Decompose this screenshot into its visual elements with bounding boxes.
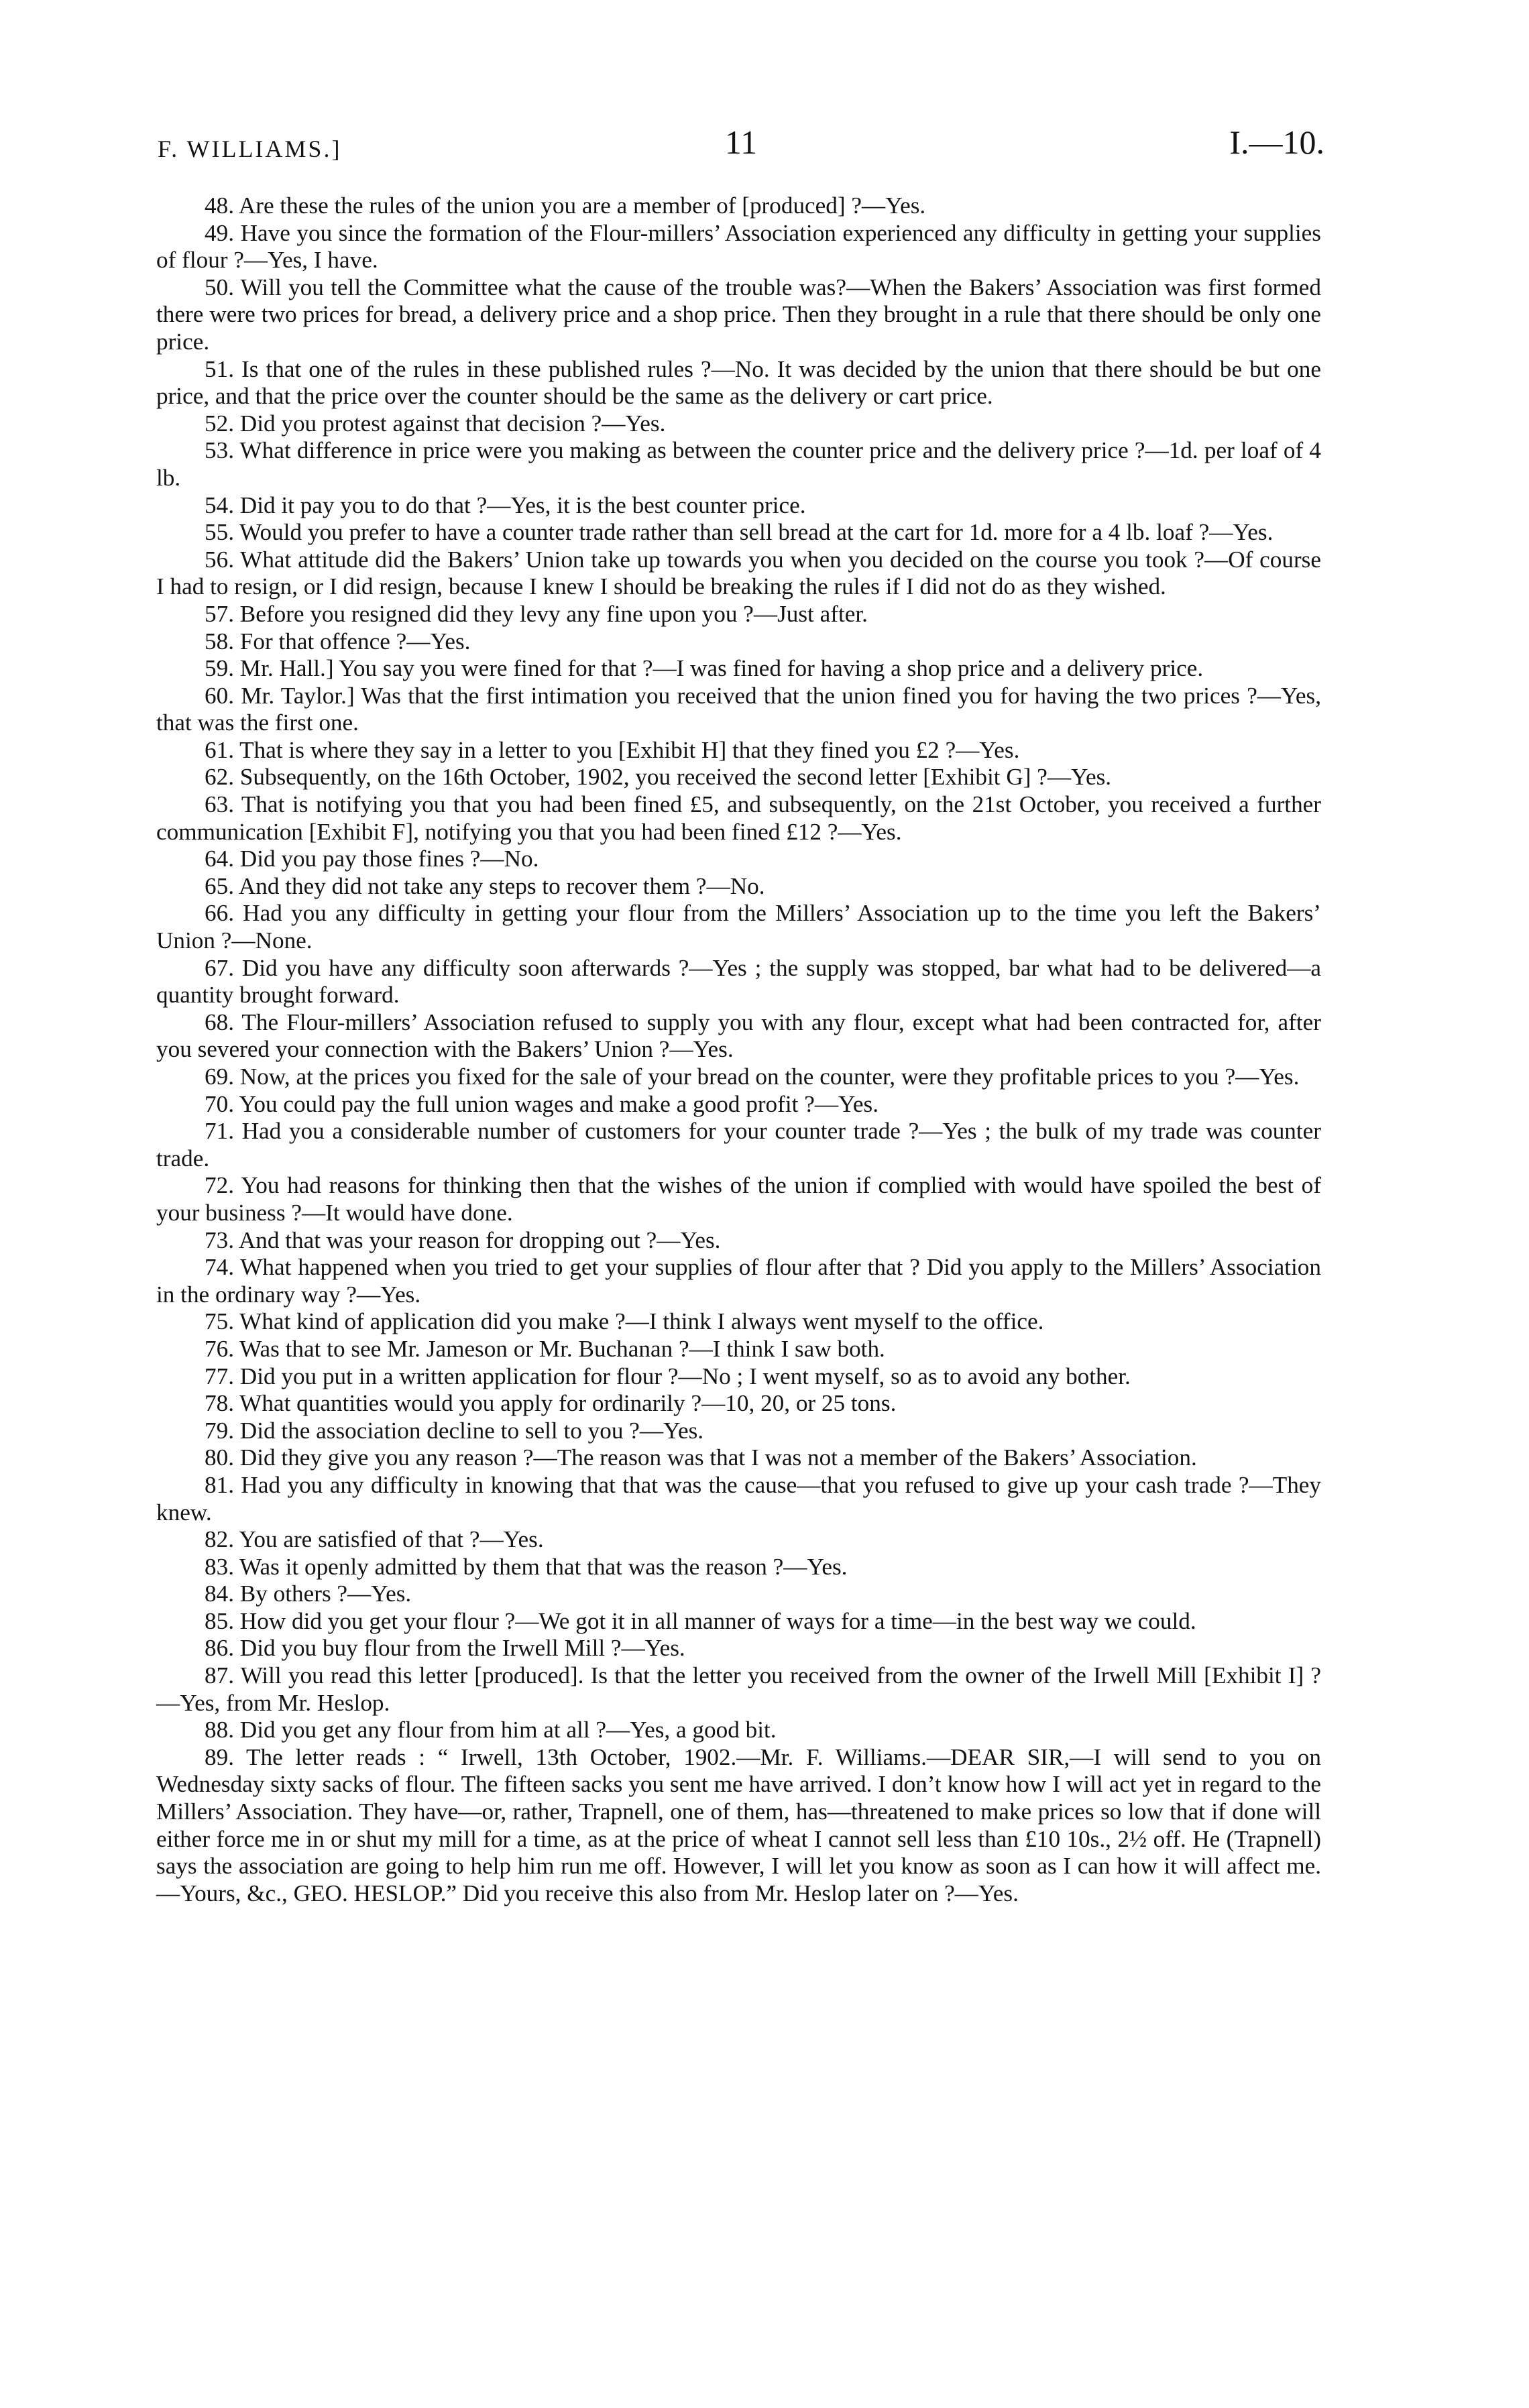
testimony-paragraph: 76. Was that to see Mr. Jameson or Mr. Buchanan ?—I think I saw both.	[205, 1335, 885, 1362]
testimony-paragraph: 62. Subsequently, on the 16th October, 1902, you received the second letter [Exhibit G] ?—Yes.	[205, 764, 1112, 791]
testimony-paragraph: 82. You are satisfied of that ?—Yes.	[205, 1526, 544, 1553]
testimony-paragraph: 81. Had you any difficulty in knowing that that was the cause—that you refused to give up your cash trade ?—They knew.	[156, 1471, 1321, 1526]
testimony-paragraph: 72. You had reasons for thinking then that the wishes of the union if complied with would have spoiled the best of your business ?—It would have done.	[156, 1172, 1321, 1226]
testimony-paragraph: 89. The letter reads : “ Irwell, 13th October, 1902.—Mr. F. Williams.—DEAR SIR,—I will send to you on Wednesday sixty sacks of flour. The fifteen sacks you sent me have arrived. I don’t know how I will act yet in regard to the Millers’ Association. They have—or, rather, Trapnell, one of them, has—threatened to make prices so low that if done will either force me in or shut my mill for a time, as at the price of wheat I cannot sell less than £10 10s., 2½ off. He (Trapnell) says the association are going to help him run me off. However, I will let you know as soon as I can how it will affect me.—Yours, &c., GEO. HESLOP.” Did you receive this also from Mr. Heslop later on ?—Yes.	[156, 1743, 1321, 1906]
testimony-paragraph: 75. What kind of application did you make ?—I think I always went myself to the office.	[205, 1308, 1044, 1335]
testimony-paragraph: 48. Are these the rules of the union you are a member of [produced] ?—Yes.	[205, 192, 926, 219]
testimony-paragraph: 57. Before you resigned did they levy any fine upon you ?—Just after.	[205, 600, 868, 627]
testimony-paragraph: 73. And that was your reason for dropping out ?—Yes.	[205, 1226, 721, 1253]
testimony-paragraph: 85. How did you get your flour ?—We got it in all manner of ways for a time—in the best way we could.	[205, 1607, 1196, 1634]
testimony-paragraph: 66. Had you any difficulty in getting your flour from the Millers’ Association up to the time you left the Bakers’ Union ?—None.	[156, 900, 1321, 954]
testimony-paragraph: 67. Did you have any difficulty soon afterwards ?—Yes ; the supply was stopped, bar what had to be delivered—a quantity brought forward.	[156, 954, 1321, 1009]
testimony-body	[156, 192, 1321, 1907]
testimony-paragraph: 49. Have you since the formation of the Flour-millers’ Association experienced any difficulty in getting your supplies of flour ?—Yes, I have.	[156, 219, 1321, 274]
testimony-paragraph: 80. Did they give you any reason ?—The reason was that I was not a member of the Bakers’ Association.	[205, 1444, 1197, 1471]
testimony-paragraph: 65. And they did not take any steps to recover them ?—No.	[205, 872, 765, 899]
testimony-paragraph: 68. The Flour-millers’ Association refused to supply you with any flour, except what had been contracted for, after you severed your connection with the Bakers’ Union ?—Yes.	[156, 1009, 1321, 1063]
page-header	[158, 123, 1324, 170]
testimony-paragraph: 59. Mr. Hall.] You say you were fined for that ?—I was fined for having a shop price and a delivery price.	[205, 655, 1204, 682]
testimony-paragraph: 63. That is notifying you that you had been fined £5, and subsequently, on the 21st October, you received a further communication [Exhibit F], notifying you that you had been fined £12 ?—Yes.	[156, 791, 1321, 845]
testimony-paragraph: 78. What quantities would you apply for ordinarily ?—10, 20, or 25 tons.	[205, 1390, 897, 1417]
testimony-paragraph: 60. Mr. Taylor.] Was that the first intimation you received that the union fined you for having the two prices ?—Yes, that was the first one.	[156, 682, 1321, 736]
testimony-paragraph: 88. Did you get any flour from him at all ?—Yes, a good bit.	[205, 1717, 777, 1743]
page-number: 11	[724, 123, 758, 161]
testimony-paragraph: 79. Did the association decline to sell to you ?—Yes.	[205, 1417, 704, 1444]
witness-name: F. WILLIAMS.]	[158, 135, 342, 162]
testimony-paragraph: 86. Did you buy flour from the Irwell Mill ?—Yes.	[205, 1635, 685, 1662]
testimony-paragraph: 51. Is that one of the rules in these published rules ?—No. It was decided by the union that there should be but one price, and that the price over the counter should be the same as the delivery or cart price.	[156, 355, 1321, 410]
testimony-paragraph: 69. Now, at the prices you fixed for the sale of your bread on the counter, were they profitable prices to you ?—Yes.	[205, 1064, 1300, 1090]
testimony-paragraph: 64. Did you pay those fines ?—No.	[205, 846, 539, 872]
testimony-paragraph: 52. Did you protest against that decision ?—Yes.	[205, 410, 666, 437]
testimony-paragraph: 54. Did it pay you to do that ?—Yes, it is the best counter price.	[205, 492, 806, 518]
document-reference: I.—10.	[1229, 123, 1324, 161]
testimony-paragraph: 50. Will you tell the Committee what the cause of the trouble was?—When the Bakers’ Association was first formed there were two prices for bread, a delivery price and a shop price. Then they brought in a rule that there should be only one price.	[156, 274, 1321, 355]
testimony-paragraph: 83. Was it openly admitted by them that that was the reason ?—Yes.	[205, 1553, 848, 1580]
testimony-paragraph: 58. For that offence ?—Yes.	[205, 628, 471, 654]
testimony-paragraph: 87. Will you read this letter [produced]. Is that the letter you received from the owner of the Irwell Mill [Exhibit I] ?—Yes, from Mr. Heslop.	[156, 1662, 1321, 1716]
testimony-paragraph: 77. Did you put in a written application for flour ?—No ; I went myself, so as to avoid any bother.	[205, 1363, 1131, 1389]
testimony-paragraph: 84. By others ?—Yes.	[205, 1581, 412, 1607]
testimony-paragraph: 53. What difference in price were you making as between the counter price and the delivery price ?—1d. per loaf of 4 lb.	[156, 437, 1321, 491]
testimony-paragraph: 74. What happened when you tried to get your supplies of flour after that ? Did you apply to the Millers’ Association in the ordinary way ?—Yes.	[156, 1254, 1321, 1308]
testimony-paragraph: 70. You could pay the full union wages and make a good profit ?—Yes.	[205, 1090, 879, 1117]
testimony-paragraph: 61. That is where they say in a letter to you [Exhibit H] that they fined you £2 ?—Yes.	[205, 736, 1020, 763]
testimony-paragraph: 56. What attitude did the Bakers’ Union take up towards you when you decided on the course you took ?—Of course I had to resign, or I did resign, because I knew I should be breaking the rules if I did not do as they wished.	[156, 546, 1321, 600]
testimony-paragraph: 55. Would you prefer to have a counter trade rather than sell bread at the cart for 1d. more for a 4 lb. loaf ?—Yes.	[205, 519, 1273, 546]
testimony-paragraph: 71. Had you a considerable number of customers for your counter trade ?—Yes ; the bulk of my trade was counter trade.	[156, 1118, 1321, 1171]
